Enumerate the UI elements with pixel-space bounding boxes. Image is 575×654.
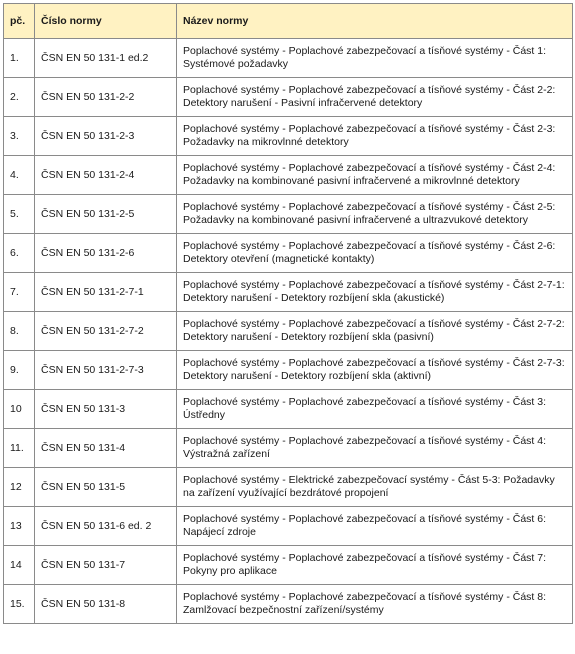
table-row [4, 156, 573, 195]
header-row [4, 4, 573, 39]
row-number: 10 [4, 390, 35, 429]
standards-table-wrapper [3, 3, 572, 624]
row-standard-name: Poplachové systémy - Elektrické zabezpečovací systémy - Část 5-3: Požadavky na zařízení využívající bezdrátové propojení [177, 468, 573, 507]
table-body [4, 39, 573, 624]
row-number: 7. [4, 273, 35, 312]
row-standard-name: Poplachové systémy - Poplachové zabezpečovací a tísňové systémy - Část 2-2: Detektory narušení - Pasivní infračervené detektory [177, 78, 573, 117]
row-standard-name: Poplachové systémy - Poplachové zabezpečovací a tísňové systémy - Část 4: Výstražná zařízení [177, 429, 573, 468]
row-number: 11. [4, 429, 35, 468]
header-standard-code: Číslo normy [35, 4, 177, 39]
row-standard-code: ČSN EN 50 131-1 ed.2 [35, 39, 177, 78]
table-row [4, 39, 573, 78]
table-row [4, 195, 573, 234]
table-row [4, 234, 573, 273]
table-row [4, 390, 573, 429]
header-number: pč. [4, 4, 35, 39]
table-row [4, 468, 573, 507]
row-number: 5. [4, 195, 35, 234]
row-number: 9. [4, 351, 35, 390]
row-standard-code: ČSN EN 50 131-8 [35, 585, 177, 624]
row-standard-code: ČSN EN 50 131-2-7-3 [35, 351, 177, 390]
table-row [4, 273, 573, 312]
row-standard-code: ČSN EN 50 131-2-3 [35, 117, 177, 156]
row-standard-code: ČSN EN 50 131-5 [35, 468, 177, 507]
row-standard-name: Poplachové systémy - Poplachové zabezpečovací a tísňové systémy - Část 2-7-2: Detektory narušení - Detektory rozbíjení skla (pasivní) [177, 312, 573, 351]
row-standard-name: Poplachové systémy - Poplachové zabezpečovací a tísňové systémy - Část 2-4: Požadavky na kombinované pasivní infračervené a mikrovlnné detektory [177, 156, 573, 195]
row-standard-name: Poplachové systémy - Poplachové zabezpečovací a tísňové systémy - Část 1: Systémové požadavky [177, 39, 573, 78]
row-standard-code: ČSN EN 50 131-3 [35, 390, 177, 429]
row-standard-name: Poplachové systémy - Poplachové zabezpečovací a tísňové systémy - Část 3: Ústředny [177, 390, 573, 429]
table-row [4, 117, 573, 156]
table-header [4, 4, 573, 39]
standards-table [3, 3, 573, 624]
row-standard-code: ČSN EN 50 131-6 ed. 2 [35, 507, 177, 546]
row-number: 15. [4, 585, 35, 624]
row-standard-name: Poplachové systémy - Poplachové zabezpečovací a tísňové systémy - Část 2-7-3: Detektory narušení - Detektory rozbíjení skla (aktivní) [177, 351, 573, 390]
table-row [4, 429, 573, 468]
row-number: 1. [4, 39, 35, 78]
table-row [4, 585, 573, 624]
table-row [4, 351, 573, 390]
header-standard-name: Název normy [177, 4, 573, 39]
row-standard-code: ČSN EN 50 131-2-4 [35, 156, 177, 195]
row-number: 13 [4, 507, 35, 546]
row-standard-code: ČSN EN 50 131-2-7-2 [35, 312, 177, 351]
row-number: 2. [4, 78, 35, 117]
row-number: 12 [4, 468, 35, 507]
row-standard-name: Poplachové systémy - Poplachové zabezpečovací a tísňové systémy - Část 2-6: Detektory otevření (magnetické kontakty) [177, 234, 573, 273]
row-standard-name: Poplachové systémy - Poplachové zabezpečovací a tísňové systémy - Část 7: Pokyny pro aplikace [177, 546, 573, 585]
row-standard-code: ČSN EN 50 131-4 [35, 429, 177, 468]
row-standard-code: ČSN EN 50 131-7 [35, 546, 177, 585]
row-standard-name: Poplachové systémy - Poplachové zabezpečovací a tísňové systémy - Část 8: Zamlžovací bezpečnostní zařízení/systémy [177, 585, 573, 624]
table-row [4, 546, 573, 585]
row-standard-code: ČSN EN 50 131-2-6 [35, 234, 177, 273]
row-standard-name: Poplachové systémy - Poplachové zabezpečovací a tísňové systémy - Část 6: Napájecí zdroje [177, 507, 573, 546]
row-number: 4. [4, 156, 35, 195]
table-row [4, 78, 573, 117]
row-number: 8. [4, 312, 35, 351]
row-standard-name: Poplachové systémy - Poplachové zabezpečovací a tísňové systémy - Část 2-5: Požadavky na kombinované pasivní infračervené a ultrazvukové detektory [177, 195, 573, 234]
row-standard-code: ČSN EN 50 131-2-5 [35, 195, 177, 234]
row-standard-code: ČSN EN 50 131-2-7-1 [35, 273, 177, 312]
row-number: 6. [4, 234, 35, 273]
table-row [4, 507, 573, 546]
row-standard-name: Poplachové systémy - Poplachové zabezpečovací a tísňové systémy - Část 2-3: Požadavky na mikrovlnné detektory [177, 117, 573, 156]
row-number: 14 [4, 546, 35, 585]
table-row [4, 312, 573, 351]
row-standard-code: ČSN EN 50 131-2-2 [35, 78, 177, 117]
row-number: 3. [4, 117, 35, 156]
row-standard-name: Poplachové systémy - Poplachové zabezpečovací a tísňové systémy - Část 2-7-1: Detektory narušení - Detektory rozbíjení skla (akustické) [177, 273, 573, 312]
